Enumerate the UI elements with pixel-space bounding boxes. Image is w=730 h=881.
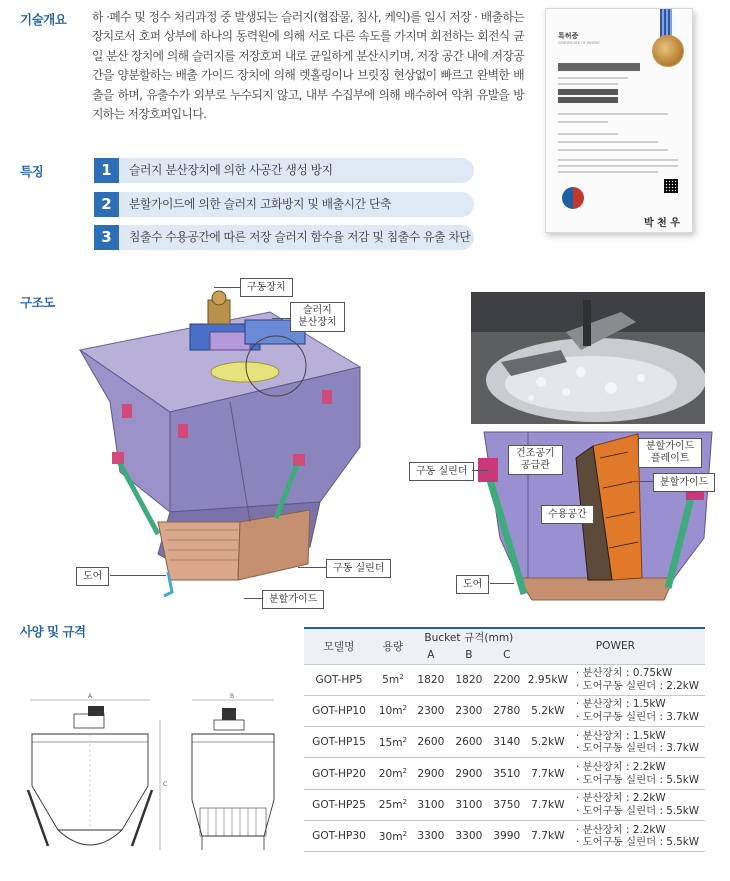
certificate-title: 특허증	[558, 32, 579, 40]
callout-door-right: 도어	[456, 575, 489, 594]
certificate-line	[558, 159, 678, 161]
certificate-line	[558, 83, 618, 85]
callout-split-guide-plate	[638, 438, 702, 468]
cell-model: GOT-HP5	[304, 664, 374, 695]
callout-split-guide-right: 분할가이드	[653, 473, 715, 492]
feature-number: 3	[94, 225, 119, 250]
certificate-subtitle: CERTIFICATE OF PATENT	[558, 41, 601, 45]
cell-capacity: $15m^2$	[374, 727, 412, 758]
cell-total-power: 7.7kW	[526, 758, 570, 789]
table-row	[304, 727, 705, 758]
cell-power-detail: · 분산장치 : 2.2kW · 도어구동 실린더 : 5.5kW	[570, 820, 705, 851]
cross-door	[518, 578, 674, 600]
structure-label: 구조도	[20, 295, 55, 310]
feature-text: 슬러지 분산장치에 의한 사공간 생성 방지	[119, 158, 474, 183]
certificate-line	[558, 149, 668, 151]
table-row	[304, 695, 705, 726]
qr-code-icon	[664, 179, 678, 193]
cell-a: 2600	[412, 727, 450, 758]
cell-model: GOT-HP20	[304, 758, 374, 789]
feature-item	[94, 192, 474, 217]
cell-total-power: 7.7kW	[526, 820, 570, 851]
header-power: POWER	[526, 628, 705, 664]
table-row	[304, 789, 705, 820]
callout-drive-cylinder-left: 구동 실린더	[326, 559, 391, 578]
callout-leader	[472, 470, 488, 471]
bottom-door-right	[238, 510, 310, 580]
hopper-3d-diagram	[60, 272, 420, 602]
certificate-date-bar	[558, 97, 618, 103]
inside-hopper-photo	[471, 292, 705, 424]
callout-text: 건조공기	[516, 448, 555, 459]
callout-leader	[110, 575, 166, 576]
header-b: B	[450, 646, 488, 664]
cell-b: 3100	[450, 789, 488, 820]
cell-a: 1820	[412, 664, 450, 695]
cell-power-detail: · 분산장치 : 2.2kW · 도어구동 실린더 : 5.5kW	[570, 758, 705, 789]
callout-leader	[298, 567, 326, 568]
dispersion-plate	[211, 362, 279, 382]
certificate-signature: 박 천 우	[644, 218, 680, 229]
header-a: A	[412, 646, 450, 664]
dim-b-label: B	[230, 693, 235, 700]
header-model: 모델명	[304, 628, 374, 664]
cell-capacity: $5m^2$	[374, 664, 412, 695]
dim-c-label: C	[163, 781, 168, 788]
cell-total-power: 5.2kW	[526, 695, 570, 726]
cell-c: 2200	[488, 664, 526, 695]
table-row	[304, 820, 705, 851]
cell-power-detail: · 분산장치 : 0.75kW · 도어구동 실린더 : 2.2kW	[570, 664, 705, 695]
callout-drive-cylinder-right: 구동 실린더	[409, 462, 474, 481]
cell-model: GOT-HP30	[304, 820, 374, 851]
cell-power-detail: · 분산장치 : 2.2kW · 도어구동 실린더 : 5.5kW	[570, 789, 705, 820]
cell-capacity: $30m^2$	[374, 820, 412, 851]
cell-b: 1820	[450, 664, 488, 695]
certificate-line	[558, 77, 628, 79]
cell-c: 2780	[488, 695, 526, 726]
spec-table	[304, 627, 705, 852]
table-row	[304, 664, 705, 695]
table-row	[304, 758, 705, 789]
certificate-number-bar	[558, 63, 640, 71]
feature-text: 침출수 수용공간에 따른 저장 슬러지 함수율 저감 및 침출수 유출 차단	[119, 225, 474, 250]
callout-leader	[490, 583, 514, 584]
cell-capacity: $10m^2$	[374, 695, 412, 726]
certificate-line	[558, 121, 608, 123]
callout-dry-air-pipe	[508, 445, 563, 475]
header-bucket: Bucket 규격(mm)	[412, 628, 526, 646]
overview-text: 하 ·폐수 및 정수 처리과정 중 발생되는 슬러지(협잡물, 침사, 케익)를 일시 저장 · 배출하는 장치로서 호퍼 상부에 하나의 동력원에 의해 서로 다른 속도를 가지며 회전하는 회전식 균일 분산 장치에 의해 슬러지를 저장호퍼 내로 균일하게 분산시키며, 저장 공간 내에 저장공간을 양분할하는 배출 가이드 장치에 의해 렛홀링이나 브릿징 현상없이 빠르고 완벽한 배출을 하며, 유출수가 외부로 누수되지 않고, 내부 수집부에 의해 배수하여 악취 유발을 방지하는 저장호퍼입니다.	[92, 10, 524, 122]
cell-power-detail: · 분산장치 : 1.5kW · 도어구동 실린더 : 3.7kW	[570, 695, 705, 726]
callout-door-left: 도어	[76, 567, 109, 586]
cell-capacity: $20m^2$	[374, 758, 412, 789]
callout-text: 플레이트	[650, 453, 690, 464]
kipo-logo-icon	[562, 187, 584, 209]
callout-leader	[214, 287, 240, 288]
cell-a: 2300	[412, 695, 450, 726]
dim-a-label: A	[88, 693, 93, 700]
header-c: C	[488, 646, 526, 664]
callout-split-guide: 분할가이드	[262, 590, 324, 609]
certificate-line	[558, 113, 668, 115]
cell-a: 3100	[412, 789, 450, 820]
cell-power-detail: · 분산장치 : 1.5kW · 도어구동 실린더 : 3.7kW	[570, 727, 705, 758]
overview-label: 기술개요	[20, 12, 67, 27]
feature-item	[94, 158, 474, 183]
cell-c: 3750	[488, 789, 526, 820]
certificate-date-bar	[558, 89, 618, 95]
bottom-door	[158, 522, 240, 580]
cell-model: GOT-HP15	[304, 727, 374, 758]
cell-model: GOT-HP25	[304, 789, 374, 820]
cell-total-power: 5.2kW	[526, 727, 570, 758]
side-view-drawing	[178, 690, 288, 870]
callout-text: 공급관	[520, 460, 550, 471]
features-label: 특징	[20, 164, 44, 179]
cell-b: 2900	[450, 758, 488, 789]
callout-sludge-dispersion	[290, 302, 345, 332]
callout-text: 분산장치	[298, 317, 337, 328]
callout-leader	[630, 481, 653, 482]
cell-c: 3990	[488, 820, 526, 851]
specs-label: 사양 및 규격	[20, 624, 86, 639]
cell-c: 3510	[488, 758, 526, 789]
cell-capacity: $25m^2$	[374, 789, 412, 820]
gold-seal-icon	[652, 35, 684, 67]
callout-drive-unit: 구동장치	[240, 278, 293, 297]
certificate-line	[558, 133, 618, 135]
header-capacity: 용량	[374, 628, 412, 664]
cell-model: GOT-HP10	[304, 695, 374, 726]
callout-text: 분할가이드	[646, 441, 695, 452]
cell-a: 2900	[412, 758, 450, 789]
feature-number: 2	[94, 192, 119, 217]
cell-b: 3300	[450, 820, 488, 851]
callout-text: 슬러지	[302, 305, 332, 316]
certificate-line	[558, 165, 678, 167]
cell-b: 2600	[450, 727, 488, 758]
callout-leader	[272, 318, 290, 319]
cell-c: 3140	[488, 727, 526, 758]
callout-leader	[244, 598, 262, 599]
certificate-line	[558, 171, 658, 173]
patent-certificate	[545, 8, 693, 233]
feature-number: 1	[94, 158, 119, 183]
cell-b: 2300	[450, 695, 488, 726]
certificate-line	[558, 141, 658, 143]
front-view-drawing	[10, 690, 170, 870]
cell-total-power: 2.95kW	[526, 664, 570, 695]
callout-receiving-space: 수용공간	[541, 505, 594, 524]
cell-a: 3300	[412, 820, 450, 851]
feature-text: 분할가이드에 의한 슬러지 고화방지 및 배출시간 단축	[119, 192, 474, 217]
cell-total-power: 7.7kW	[526, 789, 570, 820]
feature-item	[94, 225, 474, 250]
